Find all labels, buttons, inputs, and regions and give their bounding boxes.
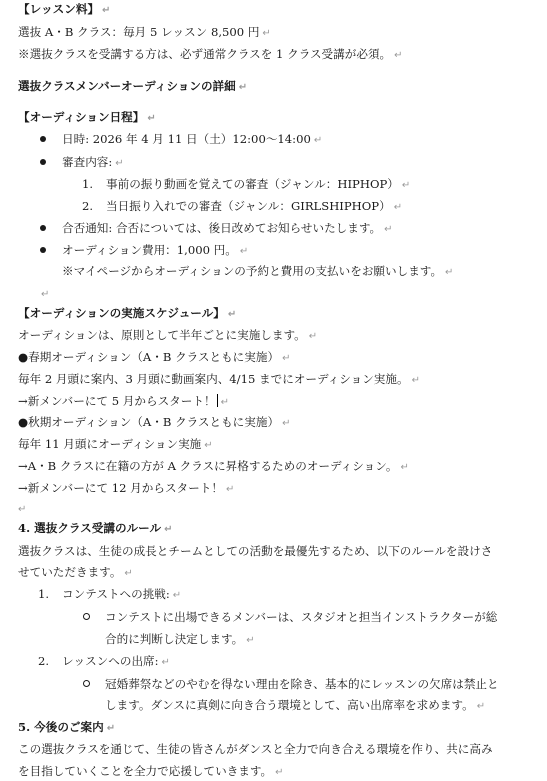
paragraph-mark-icon: ↵	[220, 397, 229, 408]
paragraph-mark-icon: ↵	[445, 267, 454, 278]
bullet-note: ※マイページからオーディションの予約と費用の支払いをお願いします。 ↵	[62, 264, 454, 278]
spring-start[interactable]: →新メンバーにて 5 月からスタート！ ↵	[18, 394, 229, 408]
spring-title: ●春期オーディション（A・B クラスともに実施） ↵	[18, 350, 291, 364]
bullet-review: 審査内容: ↵	[62, 154, 124, 172]
text-cursor	[217, 394, 218, 407]
rule-detail: 合的に判断し決定します。 ↵	[105, 632, 255, 646]
future-text: この選抜クラスを通じて、生徒の皆さんがダンスと全力で向き合える環境を作り、共に高み	[18, 742, 493, 756]
paragraph-mark-icon: ↵	[401, 180, 411, 191]
paragraph-mark-icon: ↵	[384, 224, 393, 235]
schedule-heading: 【オーディション日程】 ↵	[18, 110, 156, 124]
paragraph-mark-icon: ↵	[411, 375, 420, 386]
bullet-icon	[40, 225, 46, 231]
plan-intro: オーディションは、原則として半年ごとに実施します。 ↵	[18, 328, 318, 342]
paragraph-mark-icon: ↵	[147, 113, 156, 124]
empty-paragraph	[18, 500, 26, 518]
audition-details-title: 選抜クラスメンバーオーディションの詳細 ↵	[18, 79, 248, 93]
paragraph-mark-icon: ↵	[172, 590, 182, 601]
empty-paragraph	[38, 285, 49, 303]
autumn-title: ●秋期オーディション（A・B クラスともに実施） ↵	[18, 415, 291, 429]
rules-intro: せていただきます。 ↵	[18, 565, 133, 579]
paragraph-mark-icon: ↵	[282, 418, 291, 429]
fee-line: 選抜 A・B クラス：毎月 5 レッスン 8,500 円 ↵	[18, 25, 271, 39]
paragraph-mark-icon: ↵	[262, 28, 271, 39]
plan-heading: 【オーディションの実施スケジュール】 ↵	[18, 306, 237, 320]
bullet-icon	[40, 136, 46, 142]
paragraph-mark-icon: ↵	[161, 657, 170, 668]
paragraph-mark-icon: ↵	[394, 50, 403, 61]
rules-intro: 選抜クラスは、生徒の成長とチームとしての活動を最優先するため、以下のルールを設けさ	[18, 544, 493, 558]
fee-heading: 【レッスン料】 ↵	[18, 2, 111, 16]
circle-bullet-icon	[83, 613, 90, 620]
rule-detail: 冠婚葬祭などのやむを得ない理由を除き、基本的にレッスンの欠席は禁止と	[105, 676, 499, 692]
paragraph-mark-icon: ↵	[246, 635, 255, 646]
bullet-result: 合否通知: 合否については、後日改めてお知らせいたします。 ↵	[62, 220, 393, 238]
paragraph-mark-icon: ↵	[275, 767, 284, 778]
rules-heading: 4. 選抜クラス受講のルール ↵	[18, 521, 173, 535]
paragraph-mark-icon: ↵	[164, 524, 173, 535]
paragraph-mark-icon: ↵	[400, 462, 409, 473]
paragraph-mark-icon: ↵	[282, 353, 291, 364]
fee-note: ※選抜クラスを受講する方は、必ず通常クラスを 1 クラス受講が必須。 ↵	[18, 47, 403, 61]
review-item: 1. 事前の振り動画を覚えての審査（ジャンル：HIPHOP） ↵	[82, 177, 411, 191]
circle-bullet-icon	[83, 680, 90, 687]
paragraph-mark-icon: ↵	[115, 158, 124, 169]
paragraph-mark-icon: ↵	[41, 289, 50, 300]
paragraph-mark-icon: ↵	[102, 5, 111, 16]
bullet-icon	[40, 247, 46, 253]
bullet-icon	[40, 159, 46, 165]
autumn-start: →新メンバーにて 12 月からスタート！ ↵	[18, 481, 235, 495]
spring-line: 毎年 2 月頭に案内、3 月頭に動画案内、4/15 までにオーディション実施。 ↵	[18, 372, 420, 386]
autumn-line: 毎年 11 月頭にオーディション実施 ↵	[18, 437, 213, 451]
paragraph-mark-icon: ↵	[227, 309, 237, 320]
bullet-date: 日時: 2026 年 4 月 11 日（土）12:00〜14:00 ↵	[62, 131, 322, 149]
paragraph-mark-icon: ↵	[313, 135, 323, 146]
review-item: 2. 当日振り入れでの審査（ジャンル：GIRLSHIPHOP） ↵	[82, 199, 403, 213]
rule-detail: します。ダンスに真剣に向き合う環境として、高い出席率を求めます。 ↵	[105, 698, 486, 712]
rule-item-attendance: 2. レッスンへの出席: ↵	[38, 654, 170, 668]
paragraph-mark-icon: ↵	[106, 723, 116, 734]
paragraph-mark-icon: ↵	[124, 568, 133, 579]
rule-item-contest: 1. コンテストへの挑戦: ↵	[38, 587, 182, 601]
paragraph-mark-icon: ↵	[308, 331, 318, 342]
paragraph-mark-icon: ↵	[204, 440, 213, 451]
paragraph-mark-icon: ↵	[238, 82, 248, 93]
paragraph-mark-icon: ↵	[18, 504, 27, 515]
autumn-line: →A・B クラスに在籍の方が A クラスに昇格するためのオーディション。 ↵	[18, 459, 409, 473]
future-text: を目指していくことを全力で応援していきます。 ↵	[18, 764, 284, 778]
paragraph-mark-icon: ↵	[476, 701, 486, 712]
rule-detail: コンテストに出場できるメンバーは、スタジオと担当インストラクターが総	[105, 609, 497, 625]
paragraph-mark-icon: ↵	[239, 246, 249, 257]
bullet-fee: オーディション費用：1,000 円。 ↵	[62, 242, 248, 260]
paragraph-mark-icon: ↵	[225, 484, 235, 495]
future-heading: 5. 今後のご案内 ↵	[18, 720, 116, 734]
paragraph-mark-icon: ↵	[393, 202, 403, 213]
